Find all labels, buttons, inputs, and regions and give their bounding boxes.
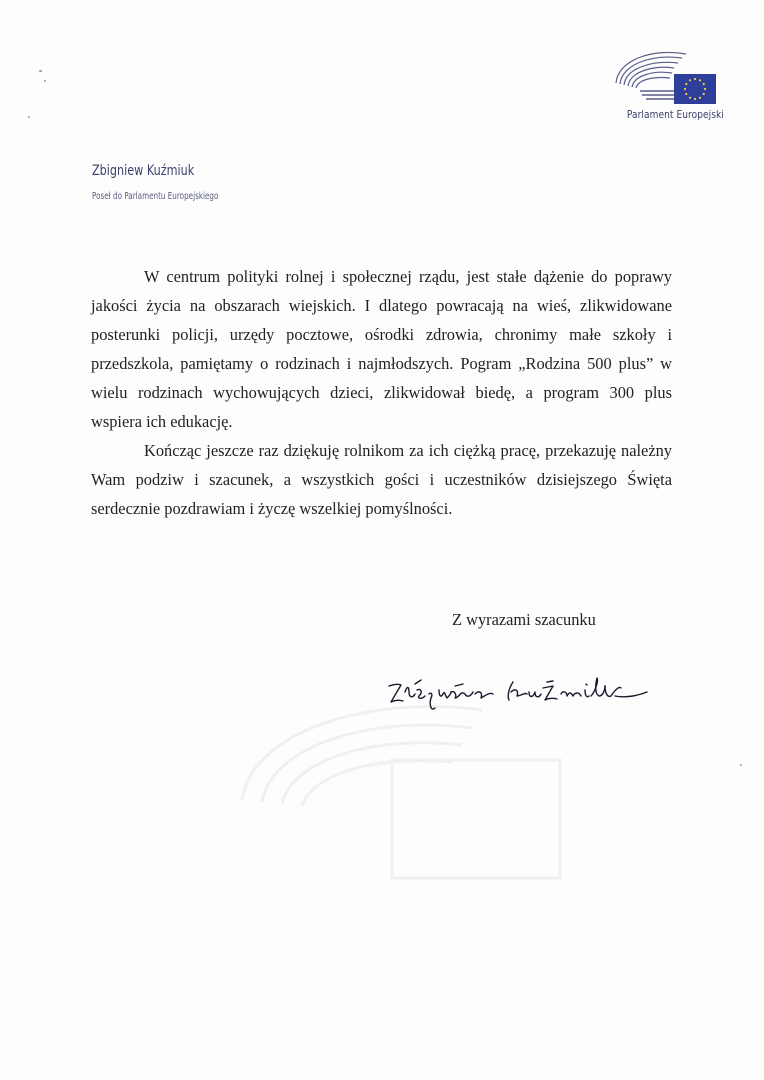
sender-title: Poseł do Parlamentu Europejskiego [92, 191, 219, 202]
body-line: posterunki policji, urzędy pocztowe, ośrodki zdrowia, chronimy małe szkoły i [91, 325, 672, 344]
parliament-logo [606, 50, 722, 130]
body-line: serdecznie pozdrawiam i życzę wszelkiej pomyślności. [91, 499, 453, 518]
watermark-logo [232, 690, 562, 880]
body-line: Kończąc jeszcze raz dziękuję rolnikom za ich ciężką pracę, przekazuję należny [144, 441, 672, 460]
paragraph-2 [91, 436, 672, 523]
body-line: wspiera ich edukację. [91, 412, 233, 431]
closing-text: Z wyrazami szacunku [452, 610, 596, 629]
letter-body [91, 262, 672, 523]
body-line: W centrum polityki rolnej i społecznej rządu, jest stałe dążenie do poprawy [144, 267, 672, 286]
logo-text: Parlament Europejski [626, 108, 724, 121]
hemicycle-watermark-icon [232, 690, 562, 880]
body-line: przedszkola, pamiętamy o rodzinach i najmłodszych. Pogram „Rodzina 500 plus” w [91, 354, 672, 373]
paragraph-1 [91, 262, 672, 436]
sender-name: Zbigniew Kuźmiuk [92, 163, 195, 179]
body-line: jakości życia na obszarach wiejskich. I dlatego powracają na wieś, zlikwidowane [91, 296, 672, 315]
body-line: wielu rodzinach wychowujących dzieci, zlikwidował biedę, a program 300 plus [91, 383, 672, 402]
body-line: Wam podziw i szacunek, a wszystkich gości i uczestników dzisiejszego Święta [91, 470, 672, 489]
hemicycle-flag-icon [612, 50, 718, 106]
